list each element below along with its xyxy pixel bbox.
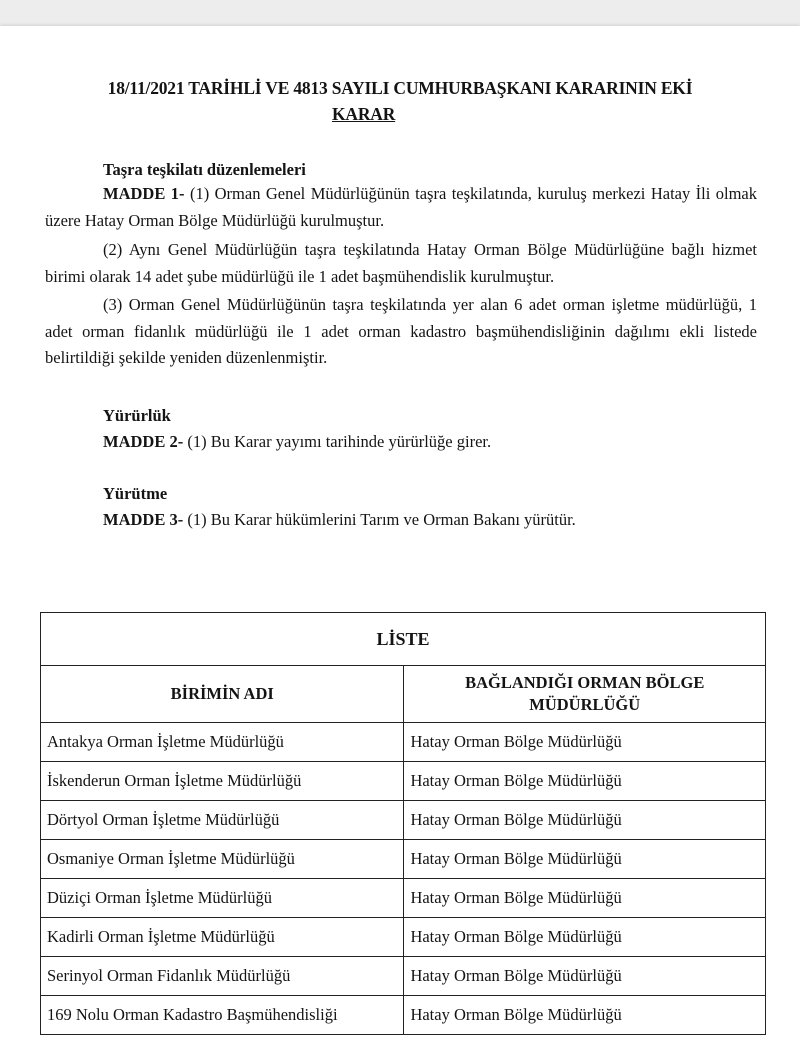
liste-table [40, 612, 766, 1035]
unit-cell: Serinyol Orman Fidanlık Müdürlüğü [41, 957, 404, 996]
table-row [41, 918, 766, 957]
table-row [41, 762, 766, 801]
region-cell: Hatay Orman Bölge Müdürlüğü [404, 879, 766, 918]
document-subtitle: KARAR [332, 104, 396, 124]
table-row [41, 723, 766, 762]
column-header-region [404, 666, 766, 723]
region-cell: Hatay Orman Bölge Müdürlüğü [404, 723, 766, 762]
madde1-label: MADDE 1- [103, 184, 185, 203]
table-row [41, 801, 766, 840]
unit-cell: 169 Nolu Orman Kadastro Başmühendisliği [41, 996, 404, 1035]
unit-cell: Antakya Orman İşletme Müdürlüğü [41, 723, 404, 762]
unit-cell: Dörtyol Orman İşletme Müdürlüğü [41, 801, 404, 840]
region-cell: Hatay Orman Bölge Müdürlüğü [404, 801, 766, 840]
column-header-region-line2: MÜDÜRLÜĞÜ [529, 695, 641, 714]
unit-cell: Düziçi Orman İşletme Müdürlüğü [41, 879, 404, 918]
unit-cell: Osmaniye Orman İşletme Müdürlüğü [41, 840, 404, 879]
table-row [41, 957, 766, 996]
region-cell: Hatay Orman Bölge Müdürlüğü [404, 957, 766, 996]
section1-heading: Taşra teşkilatı düzenlemeleri [103, 160, 306, 179]
madde3-text: (1) Bu Karar hükümlerini Tarım ve Orman Bakanı yürütür. [183, 510, 576, 529]
madde1-paragraph2: (2) Aynı Genel Müdürlüğün taşra teşkilatında Hatay Orman Bölge Müdürlüğüne bağlı hizmet birimi olarak 14 adet şube müdürlüğü ile 1 adet başmühendislik kurulmuştur. [45, 240, 757, 286]
madde1-paragraph1 [45, 181, 757, 234]
column-header-region-line1: BAĞLANDIĞI ORMAN BÖLGE [465, 673, 705, 692]
section2-heading: Yürürlük [103, 406, 171, 425]
column-header-unit: BİRİMİN ADI [41, 666, 404, 723]
document-page [0, 26, 800, 1040]
region-cell: Hatay Orman Bölge Müdürlüğü [404, 762, 766, 801]
region-cell: Hatay Orman Bölge Müdürlüğü [404, 840, 766, 879]
table-row [41, 996, 766, 1035]
table-row [41, 840, 766, 879]
madde1-paragraph3: (3) Orman Genel Müdürlüğünün taşra teşkilatında yer alan 6 adet orman işletme müdürlüğü, 1 adet orman fidanlık müdürlüğü ile 1 adet orman kadastro başmühendisliğinin dağılımı ekli listede belirtildiği şekilde yeniden düzenlenmiştir. [45, 295, 757, 367]
table-row [41, 879, 766, 918]
unit-cell: İskenderun Orman İşletme Müdürlüğü [41, 762, 404, 801]
document-title: 18/11/2021 TARİHLİ VE 4813 SAYILI CUMHURBAŞKANI KARARININ EKİ [107, 78, 693, 98]
madde2-paragraph [103, 432, 491, 452]
madde2-label: MADDE 2- [103, 432, 184, 451]
madde2-text: (1) Bu Karar yayımı tarihinde yürürlüğe girer. [183, 432, 492, 451]
madde1-text: (1) Orman Genel Müdürlüğünün taşra teşkilatında, kuruluş merkezi Hatay İli olmak üzere Hatay Orman Bölge Müdürlüğü kurulmuştur. [45, 184, 757, 230]
region-cell: Hatay Orman Bölge Müdürlüğü [404, 996, 766, 1035]
region-cell: Hatay Orman Bölge Müdürlüğü [404, 918, 766, 957]
section3-heading: Yürütme [103, 484, 168, 503]
madde3-label: MADDE 3- [103, 510, 184, 529]
liste-title: LİSTE [41, 613, 766, 666]
madde3-paragraph [103, 510, 576, 530]
unit-cell: Kadirli Orman İşletme Müdürlüğü [41, 918, 404, 957]
